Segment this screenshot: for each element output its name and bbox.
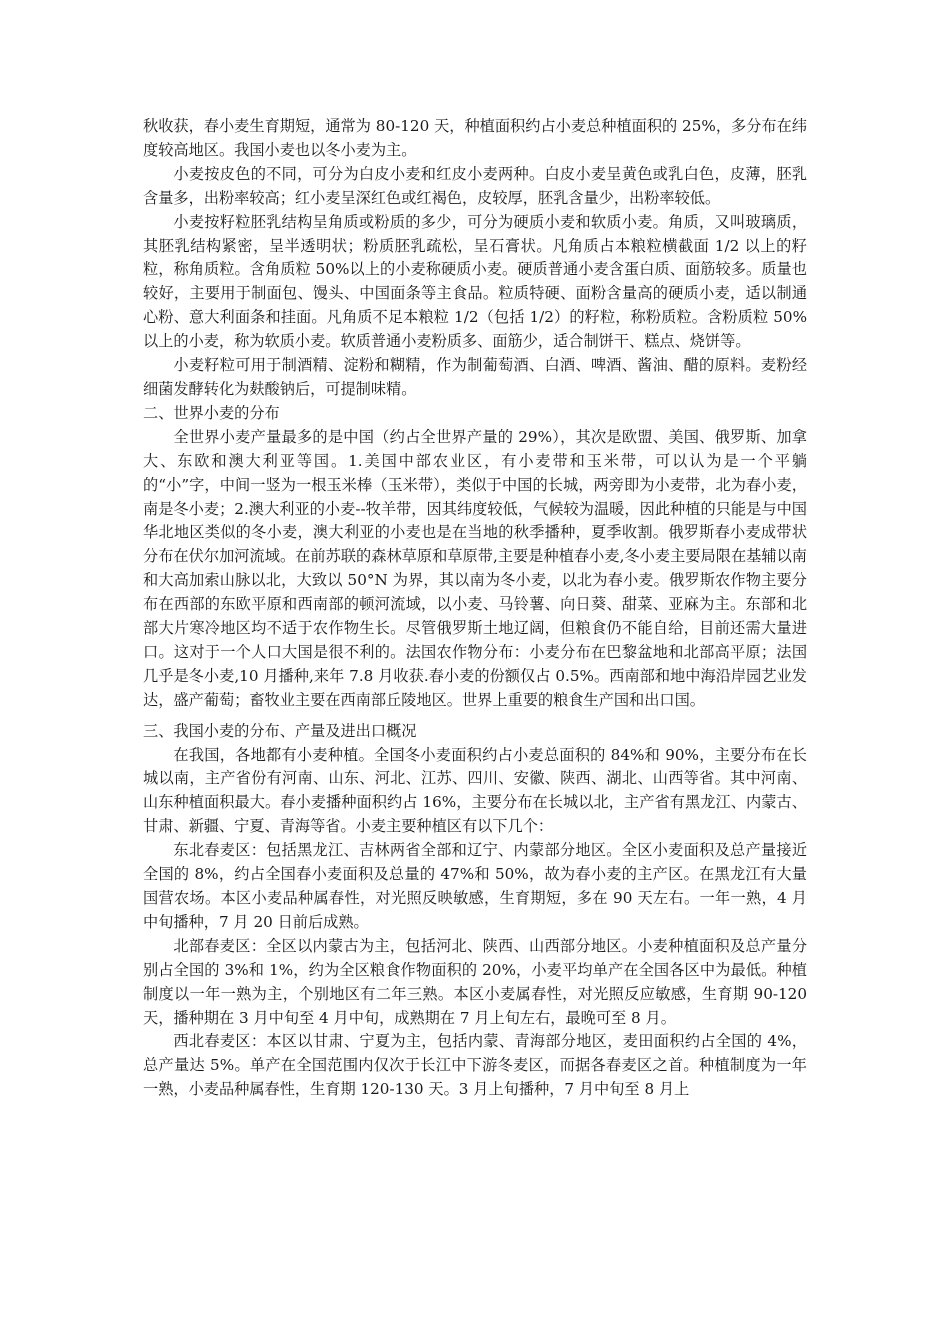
- paragraph-skin-color: 小麦按皮色的不同，可分为白皮小麦和红皮小麦两种。白皮小麦呈黄色或乳白色，皮薄，胚乳含量多，出粉率较高；红小麦呈深红色或红褐色，皮较厚，胚乳含量少，出粉率较低。: [143, 164, 807, 207]
- paragraph-continued: 秋收获，春小麦生育期短，通常为 80-120 天，种植面积约占小麦总种植面积的 25%，多分布在纬度较高地区。我国小麦也以冬小麦为主。: [143, 117, 807, 159]
- section-heading-world: 二、世界小麦的分布: [143, 403, 280, 422]
- paragraph-northeast-region: 东北春麦区：包括黑龙江、吉林两省全部和辽宁、内蒙部分地区。全区小麦面积及总产量接近全国的 8%，约占全国春小麦面积及总量的 47%和 50%，故为春小麦的主产区。在黑龙江有大量国营农场。本区小麦品种属春性，对光照反映敏感，生育期短，多在 90 天左右。一年一熟，4 月中旬播种，7 月 20 日前后成熟。: [143, 841, 807, 931]
- paragraph-north-region: 北部春麦区：全区以内蒙古为主，包括河北、陕西、山西部分地区。小麦种植面积及总产量分别占全国的 3%和 1%，约为全区粮食作物面积的 20%，小麦平均单产在全国各区中为最低。种植制度以一年一熟为主，个别地区有二年三熟。本区小麦属春性，对光照反应敏感，生育期 90-120 天，播种期在 3 月中旬至 4 月中旬，成熟期在 7 月上旬左右，最晚可至 8 月。: [143, 936, 807, 1027]
- paragraph-endosperm: 小麦按籽粒胚乳结构呈角质或粉质的多少，可分为硬质小麦和软质小麦。角质，又叫玻璃质，其胚乳结构紧密，呈半透明状；粉质胚乳疏松，呈石膏状。凡角质占本粮粒横截面 1/2 以上的籽粒，称角质粒。含角质粒 50%以上的小麦称硬质小麦。硬质普通小麦含蛋白质、面筋较多。质量也较好，主要用于制面包、馒头、中国面条等主食品。粒质特硬、面粉含量高的硬质小麦，适以制通心粉、意大利面条和挂面。凡角质不足本粮粒 1/2（包括 1/2）的籽粒，称粉质粒。含粉质粒 50%以上的小麦，称为软质小麦。软质普通小麦粉质多、面筋少，适合制饼干、糕点、烧饼等。: [143, 212, 807, 351]
- paragraph-china-overview: 在我国，各地都有小麦种植。全国冬小麦面积约占小麦总面积的 84%和 90%，主要分布在长城以南，主产省份有河南、山东、河北、江苏、四川、安徽、陕西、湖北、山西等省。其中河南、山东种植面积最大。春小麦播种面积约占 16%，主要分布在长城以北，主产省有黑龙江、内蒙古、甘肃、新疆、宁夏、青海等省。小麦主要种植区有以下几个：: [143, 745, 807, 836]
- paragraph-world-distribution: 全世界小麦产量最多的是中国（约占全世界产量的 29%），其次是欧盟、美国、俄罗斯、加拿大、东欧和澳大利亚等国。1.美国中部农业区，有小麦带和玉米带，可以认为是一个平躺的“小”字，中间一竖为一根玉米棒（玉米带），类似于中国的长城，两旁即为小麦带，北为春小麦，南是冬小麦；2.澳大利亚的小麦--牧羊带，因其纬度较低，气候较为温暖，因此种植的只能是与中国华北地区类似的冬小麦，澳大利亚的小麦也是在当地的秋季播种，夏季收割。俄罗斯春小麦成带状分布在伏尔加河流域。在前苏联的森林草原和草原带,主要是种植春小麦,冬小麦主要局限在基辅以南和大高加索山脉以北，大致以 50°N 为界，其以南为冬小麦，以北为春小麦。俄罗斯农作物主要分布在西部的东欧平原和西南部的顿河流域，以小麦、马铃薯、向日葵、甜菜、亚麻为主。东部和北部大片寒冷地区均不适于农作物生长。尽管俄罗斯土地辽阔，但粮食仍不能自给，目前还需大量进口。这对于一个人口大国是很不利的。法国农作物分布：小麦分布在巴黎盆地和北部高平原；法国几乎是冬小麦,10 月播种,来年 7.8 月收获.春小麦的份额仅占 0.5%。西南部和地中海沿岸园艺业发达，盛产葡萄；畜牧业主要在西南部丘陵地区。世界上重要的粮食生产国和出口国。: [143, 427, 807, 709]
- section-heading-china: 三、我国小麦的分布、产量及进出口概况: [143, 721, 417, 740]
- paragraph-northwest-region: 西北春麦区：本区以甘肃、宁夏为主，包括内蒙、青海部分地区，麦田面积约占全国的 4%，总产量达 5%。单产在全国范围内仅次于长江中下游冬麦区，而据各春麦区之首。种植制度为一年一熟，小麦品种属春性，生育期 120-130 天。3 月上旬播种，7 月中旬至 8 月上: [143, 1032, 807, 1099]
- paragraph-uses: 小麦籽粒可用于制酒精、淀粉和糊精，作为制葡萄酒、白酒、啤酒、酱油、醋的原料。麦粉经细菌发酵转化为麸酸钠后，可提制味精。: [143, 356, 807, 398]
- document-page: [143, 115, 807, 1102]
